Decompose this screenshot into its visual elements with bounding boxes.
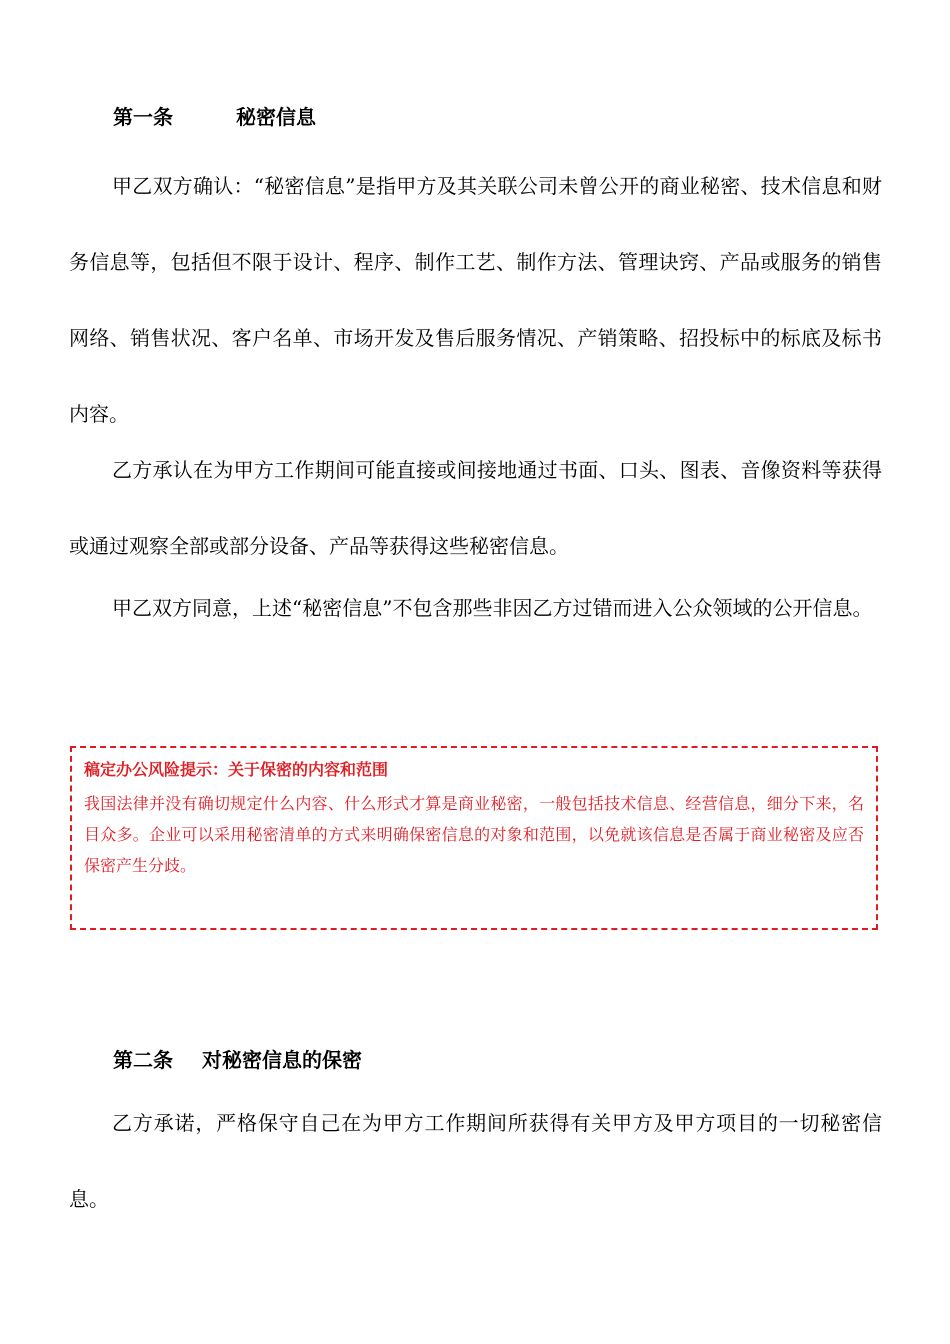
risk-notice-body: 我国法律并没有确切规定什么内容、什么形式才算是商业秘密，一般包括技术信息、经营信息，细分下来，名目众多。企业可以采用秘密清单的方式来明确保密信息的对象和范围，以免就该信息是否属于商业秘密及应否保密产生分歧。	[84, 794, 864, 875]
risk-notice-box	[70, 746, 878, 930]
article-1-paragraph-2: 乙方承认在为甲方工作期间可能直接或间接地通过书面、口头、图表、音像资料等获得或通过观察全部或部分设备、产品等获得这些秘密信息。	[69, 458, 882, 558]
article-2-paragraph-1: 乙方承诺，严格保守自己在为甲方工作期间所获得有关甲方及甲方项目的一切秘密信息。	[69, 1111, 882, 1211]
article-1-paragraph-3: 甲乙双方同意，上述“秘密信息”不包含那些非因乙方过错而进入公众领域的公开信息。	[112, 596, 873, 620]
article-2-number: 第二条	[113, 1048, 173, 1072]
article-2-heading	[113, 1048, 362, 1072]
risk-notice-title: 稿定办公风险提示：关于保密的内容和范围	[84, 760, 389, 779]
article-2-title: 对秘密信息的保密	[202, 1048, 362, 1072]
article-1-paragraph-1: 甲乙双方确认：“秘密信息”是指甲方及其关联公司未曾公开的商业秘密、技术信息和财务信息等，包括但不限于设计、程序、制作工艺、制作方法、管理诀窍、产品或服务的销售网络、销售状况、客户名单、市场开发及售后服务情况、产销策略、招投标中的标底及标书内容。	[69, 174, 882, 426]
article-1-title: 秘密信息	[236, 105, 316, 129]
article-1-heading	[113, 105, 316, 129]
article-1-number: 第一条	[113, 105, 173, 129]
